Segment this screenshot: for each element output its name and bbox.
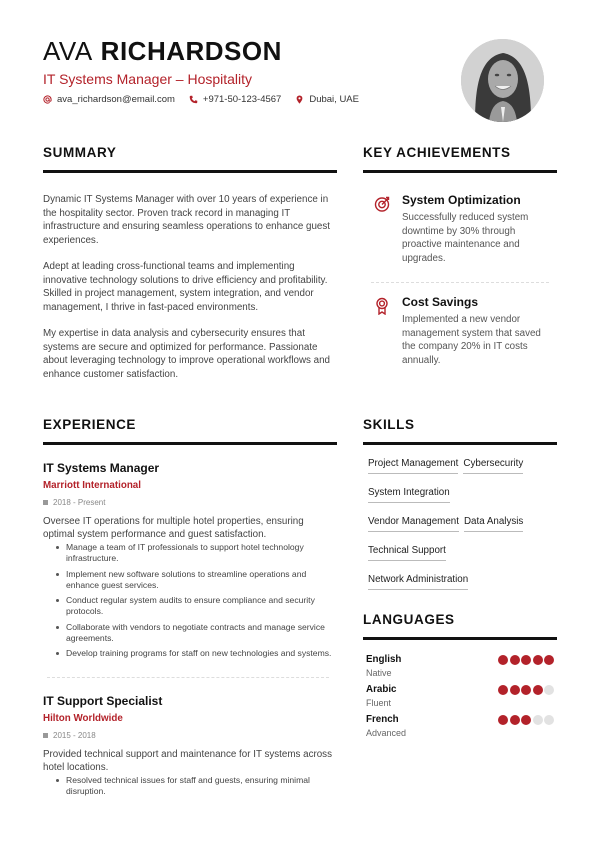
profile-photo — [461, 39, 544, 122]
skill-tag: Network Administration — [368, 573, 468, 590]
location-pin-icon — [295, 95, 304, 104]
language-name: French — [366, 714, 399, 725]
job-description: Oversee IT operations for multiple hotel properties, ensuring optimal system performance and guest satisfaction. — [43, 516, 304, 540]
language-item — [366, 654, 557, 680]
language-item — [366, 714, 557, 740]
calendar-icon — [43, 733, 48, 738]
contact-email[interactable] — [43, 94, 175, 105]
rating-dot-filled — [533, 685, 543, 695]
rating-dot-filled — [521, 655, 531, 665]
job-bullet: Implement new software solutions to streamline operations and enhance guest services. — [56, 569, 337, 591]
contact-info — [43, 94, 443, 105]
at-icon — [43, 95, 52, 104]
language-name: English — [366, 654, 402, 665]
email-text: ava_richardson@email.com — [57, 94, 175, 105]
section-divider — [43, 442, 337, 445]
achievement-description: Successfully reduced system downtime by 30% through proactive maintenance and upgrades. — [402, 212, 529, 264]
rating-dot-filled — [544, 655, 554, 665]
job-dates — [43, 498, 337, 507]
languages-section — [363, 612, 557, 744]
summary-paragraph: Dynamic IT Systems Manager with over 10 years of experience in the hospitality sector. Proven track record in managing IT infrastructure and ensuring seamless operations to enhance guest experiences. — [43, 194, 331, 246]
summary-paragraph: Adept at leading cross-functional teams and implementing innovative technology solutions to drive efficiency and profitability. Skilled in project management, system integration, and vendor management, I thrive in fast-paced environments. — [43, 261, 328, 313]
section-divider — [363, 442, 557, 445]
rating-dot-filled — [510, 685, 520, 695]
rating-dot-filled — [498, 655, 508, 665]
rating-dot-empty — [544, 715, 554, 725]
job-dates — [43, 731, 337, 740]
summary-body — [43, 193, 337, 381]
section-divider — [363, 637, 557, 640]
job-bullet: Collaborate with vendors to negotiate contracts and manage service agreements. — [56, 622, 337, 644]
skill-tag: Vendor Management — [368, 515, 459, 532]
rating-dot-filled — [510, 655, 520, 665]
proficiency-rating — [498, 715, 554, 725]
skill-tag: Project Management — [368, 457, 458, 474]
rating-dot-filled — [521, 685, 531, 695]
rating-dot-filled — [533, 655, 543, 665]
achievement-title: Cost Savings — [402, 295, 479, 309]
job-title-headline: IT Systems Manager – Hospitality — [43, 71, 253, 87]
skills-heading: SKILLS — [363, 417, 415, 432]
proficiency-rating — [498, 655, 554, 665]
target-icon — [373, 195, 391, 213]
job-bullets — [43, 542, 337, 659]
achievement-description: Implemented a new vendor management system that saved the company 20% in IT costs annually. — [402, 314, 541, 366]
achievement-title: System Optimization — [402, 193, 521, 207]
section-divider — [363, 170, 557, 173]
job-bullet: Resolved technical issues for staff and guests, ensuring minimal disruption. — [56, 775, 337, 797]
job-divider — [47, 677, 329, 678]
contact-location — [295, 94, 359, 105]
rating-dot-empty — [544, 685, 554, 695]
phone-text: +971-50-123-4567 — [202, 94, 282, 105]
rating-dot-filled — [498, 715, 508, 725]
language-level: Native — [366, 668, 392, 678]
skill-tag: Cybersecurity — [463, 457, 523, 474]
job-dates-text: 2015 - 2018 — [53, 731, 96, 740]
achievement-item — [363, 295, 557, 367]
proficiency-rating — [498, 685, 554, 695]
rating-dot-empty — [533, 715, 543, 725]
job-bullet: Conduct regular system audits to ensure compliance and security protocols. — [56, 595, 337, 617]
job-bullet: Develop training programs for staff on new technologies and systems. — [56, 648, 337, 659]
job-title: IT Systems Manager — [43, 461, 160, 475]
resume-header — [43, 36, 443, 105]
contact-phone[interactable] — [189, 94, 281, 105]
achievements-section — [363, 145, 557, 367]
last-name: RICHARDSON — [100, 36, 282, 66]
job-bullet: Manage a team of IT professionals to support hotel technology infrastructure. — [56, 542, 337, 564]
summary-section — [43, 145, 337, 381]
phone-icon — [189, 95, 198, 104]
first-name: AVA — [43, 36, 93, 66]
job-title: IT Support Specialist — [43, 694, 163, 708]
full-name — [43, 36, 443, 66]
skills-section — [363, 417, 557, 590]
language-item — [366, 684, 557, 710]
summary-heading: SUMMARY — [43, 145, 117, 160]
job-bullets — [43, 775, 337, 797]
job-description: Provided technical support and maintenance for IT systems across hotel locations. — [43, 749, 332, 773]
language-level: Advanced — [366, 728, 407, 738]
skill-list — [363, 457, 557, 590]
language-list — [363, 654, 557, 740]
achievement-divider — [371, 282, 549, 283]
rating-dot-filled — [498, 685, 508, 695]
job-entry — [43, 461, 337, 659]
language-level: Fluent — [366, 698, 392, 708]
summary-paragraph: My expertise in data analysis and cybersecurity ensures that systems are secure and optimized for performance. Passionate about leveraging technology to improve operational workflows and enhance customer satisfaction. — [43, 328, 331, 380]
language-name: Arabic — [366, 684, 397, 695]
job-entry — [43, 694, 337, 797]
award-ribbon-icon — [373, 297, 391, 315]
calendar-icon — [43, 500, 48, 505]
experience-heading: EXPERIENCE — [43, 417, 137, 432]
rating-dot-filled — [510, 715, 520, 725]
skill-tag: System Integration — [368, 486, 450, 503]
job-company: Marriott International — [43, 480, 141, 491]
languages-heading: LANGUAGES — [363, 612, 455, 627]
achievements-heading: KEY ACHIEVEMENTS — [363, 145, 511, 160]
skill-tag: Data Analysis — [464, 515, 523, 532]
experience-section — [43, 417, 337, 802]
job-company: Hilton Worldwide — [43, 713, 123, 724]
job-dates-text: 2018 - Present — [53, 498, 106, 507]
rating-dot-filled — [521, 715, 531, 725]
location-text: Dubai, UAE — [309, 94, 359, 105]
skill-tag: Technical Support — [368, 544, 446, 561]
section-divider — [43, 170, 337, 173]
profile-photo-image — [461, 39, 544, 122]
achievement-item — [363, 193, 557, 265]
